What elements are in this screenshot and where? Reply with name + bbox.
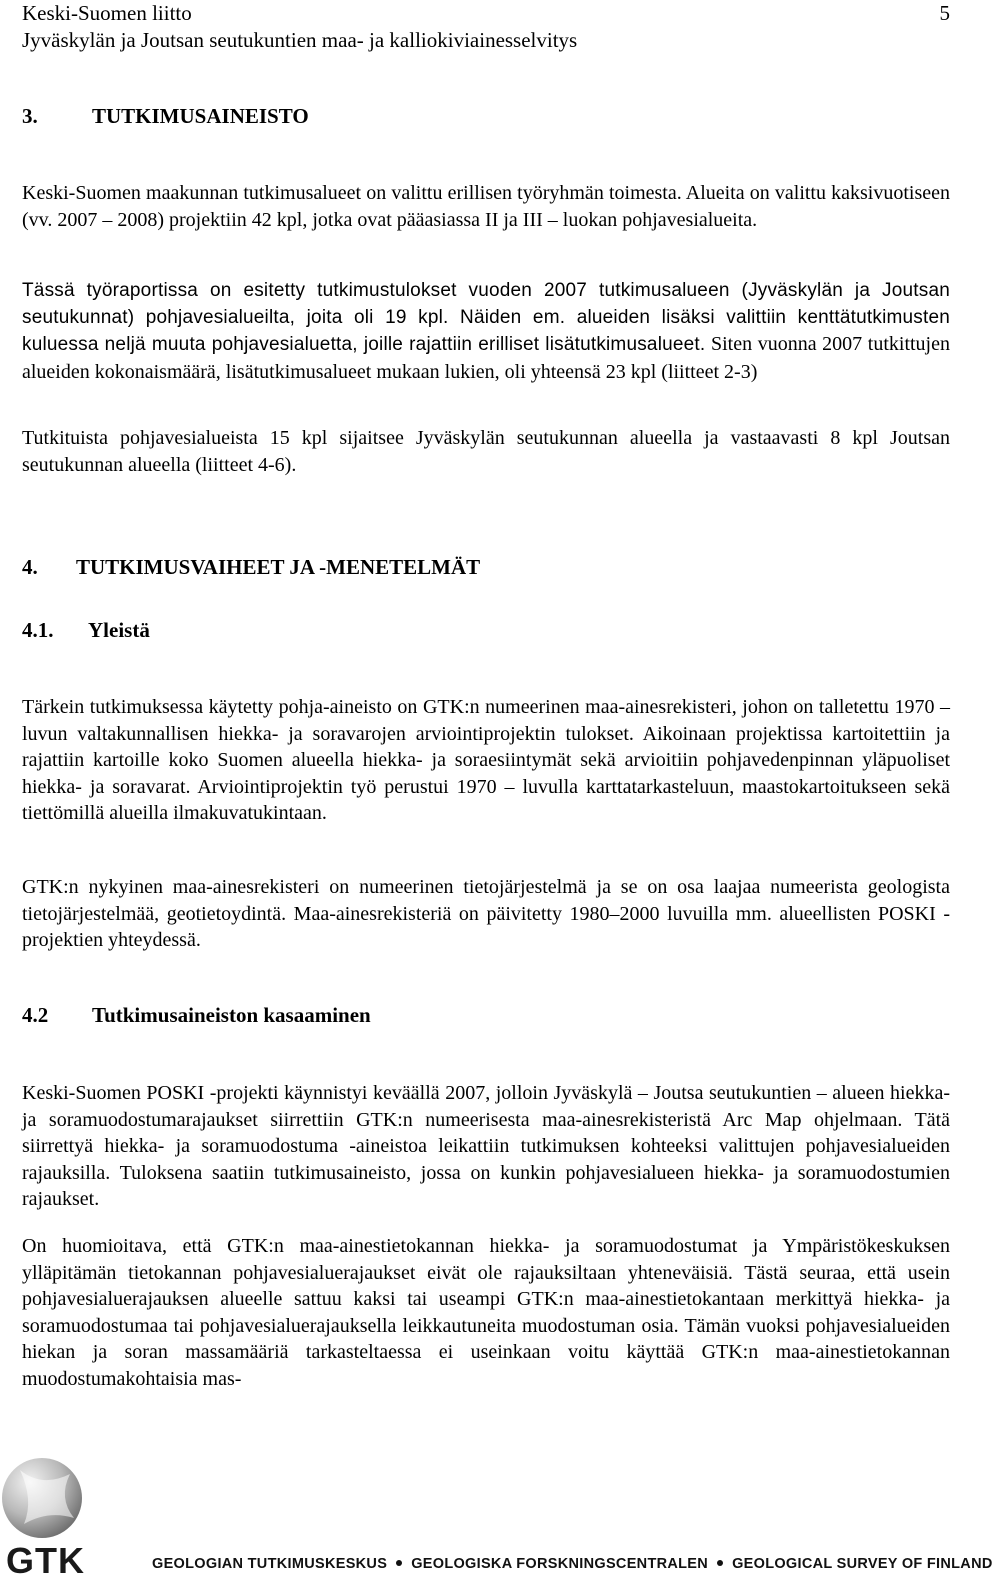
section-title: TUTKIMUSVAIHEET JA -MENETELMÄT bbox=[76, 555, 481, 579]
section-heading-4-1 bbox=[22, 618, 150, 643]
gtk-logo-text: GTK bbox=[6, 1540, 85, 1581]
section-title: TUTKIMUSAINEISTO bbox=[92, 104, 309, 128]
section-number: 4. bbox=[22, 555, 38, 579]
paragraph-2 bbox=[22, 278, 950, 386]
page-footer bbox=[0, 1440, 993, 1583]
paragraph-2-part-a: Tässä työraportissa on esitetty tutkimustulokset vuoden 2007 tutkimusalueen (Jyväskylän ja Joutsan seutukunnat) pohjavesialueilta, joita oli 19 kpl. Näiden em. alueiden lisäksi valittiin kenttätutkimusten kuluessa neljä muuta pohjavesialuetta, joille rajattiin erilliset lisätutkimusalueet. bbox=[22, 280, 950, 355]
bullet-icon bbox=[717, 1560, 723, 1566]
agency-en: GEOLOGICAL SURVEY OF FINLAND bbox=[732, 1556, 993, 1572]
header-subtitle: Jyväskylän ja Joutsan seutukuntien maa- ja kalliokiviainesselvitys bbox=[22, 28, 578, 52]
bullet-icon bbox=[396, 1560, 402, 1566]
section-heading-3 bbox=[22, 104, 309, 129]
paragraph-3: Tutkituista pohjavesialueista 15 kpl sijaitsee Jyväskylän seutukunnan alueella ja vastaavasti 8 kpl Joutsan seutukunnan alueella (liitteet 4-6). bbox=[22, 427, 950, 476]
section-title: Tutkimusaineiston kasaaminen bbox=[92, 1003, 371, 1027]
paragraph-2-part-b: Siten vuonna 2007 tutkittujen alueiden kokonaismäärä, lisätutkimusalueet mukaan lukien, oli yhteensä 23 kpl (liitteet 2-3) bbox=[22, 333, 950, 383]
agency-names bbox=[152, 1556, 993, 1572]
section-heading-4 bbox=[22, 555, 480, 580]
header-org: Keski-Suomen liitto bbox=[22, 1, 192, 25]
section-title: Yleistä bbox=[88, 618, 150, 642]
page-number: 5 bbox=[939, 1, 950, 25]
paragraph-5: GTK:n nykyinen maa-ainesrekisteri on numeerinen tietojärjestelmä ja se on osa laajaa numeerista geologista tietojärjestelmää, geotietoydintä. Maa-ainesrekisteriä on päivitetty 1980–2000 luvuilla mm. alueellisten POSKI -projektien yhteydessä. bbox=[22, 876, 950, 951]
paragraph-1: Keski-Suomen maakunnan tutkimusalueet on valittu erillisen työryhmän toimesta. Alueita on valittu kaksivuotiseen (vv. 2007 – 2008) projektiin 42 kpl, jotka ovat pääasiassa II ja III – luokan pohjavesialueita. bbox=[22, 182, 950, 231]
section-number: 4.1. bbox=[22, 618, 54, 642]
section-number: 4.2 bbox=[22, 1003, 49, 1027]
section-heading-4-2 bbox=[22, 1003, 371, 1028]
page-header bbox=[22, 0, 950, 54]
agency-fi: GEOLOGIAN TUTKIMUSKESKUS bbox=[152, 1556, 388, 1572]
paragraph-4: Tärkein tutkimuksessa käytetty pohja-aineisto on GTK:n numeerinen maa-ainesrekisteri, johon on talletettu 1970 – luvun valtakunnallisen hiekka- ja soravarojen arviointiprojektin tulokset. Aikoinaan projektissa kartoitettiin ja rajattiin kartoille koko Suomen alueella hiekka- ja soraesiintymät sekä arvioitiin pohjavedenpinnan yläpuoliset hiekka- ja soravarat. Arviointiprojektin työ perustui 1970 – luvulla karttatarkasteluun, maastokartoitukseen sekä tiettömillä alueilla ilmakuvatukintaan. bbox=[22, 696, 950, 824]
agency-sv: GEOLOGISKA FORSKNINGSCENTRALEN bbox=[411, 1556, 709, 1572]
section-number: 3. bbox=[22, 104, 38, 128]
paragraph-7: On huomioitava, että GTK:n maa-ainestietokannan hiekka- ja soramuodostumat ja Ympäristökeskuksen ylläpitämän tietokannan pohjavesialuerajaukset eivät ole rajauksiltaan yhteneväisiä. Tästä seuraa, että usein pohjavesialuerajauksen alueelle sattuu kaksi tai useampi GTK:n maa-ainestietokantaan merkittyä hiekka- ja soramuodostumaa tai pohjavesialuerajauksella leikkautuneita muodostuman osia. Tämän vuoksi pohjavesialueiden hiekan ja soran massamääriä tarkasteltaessa ei useinkaan voitu käyttää GTK:n maa-ainestietokannan muodostumakohtaisia mas- bbox=[22, 1235, 950, 1390]
paragraph-6: Keski-Suomen POSKI -projekti käynnistyi keväällä 2007, jolloin Jyväskylä – Joutsa seutukuntien – alueen hiekka- ja soramuodostumarajaukset siirrettiin GTK:n numeerisesta maa-ainesrekisteristä Arc Map ohjelmaan. Tätä siirrettyä hiekka- ja soramuodostuma -aineistoa leikattiin tutkimuksen kohteeksi valittujen pohjavesialueiden rajauksilla. Tuloksena saatiin tutkimusaineisto, jossa on kunkin pohjavesialueen hiekka- ja soramuodostumien rajaukset. bbox=[22, 1082, 950, 1210]
